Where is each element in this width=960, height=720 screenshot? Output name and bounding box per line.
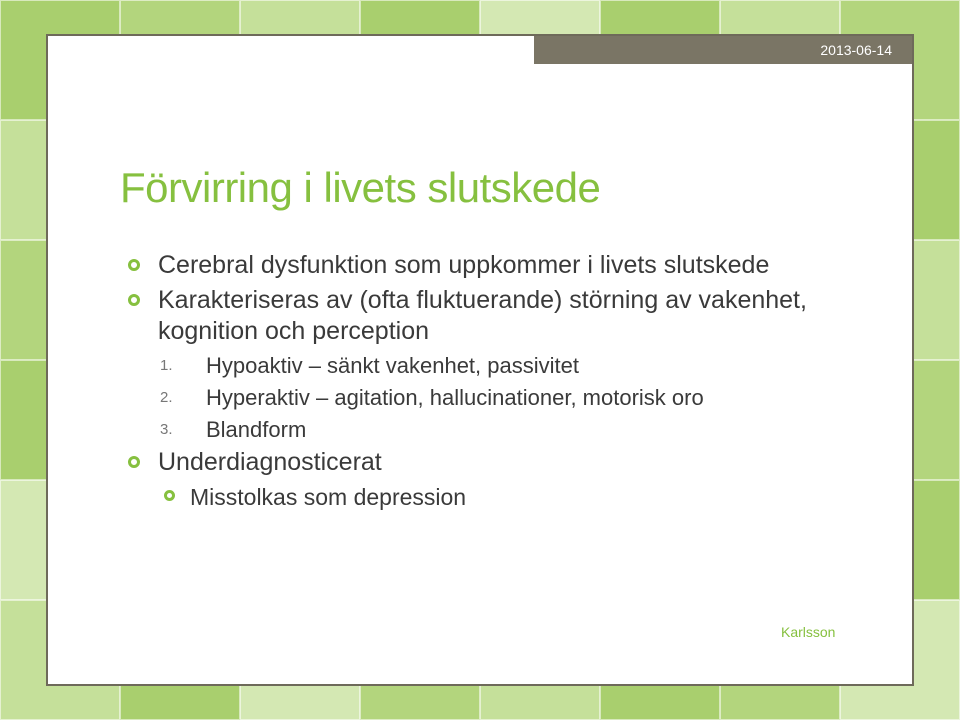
slide-title: Förvirring i livets slutskede <box>120 164 601 211</box>
slide-content <box>104 250 864 512</box>
bullet-item <box>104 285 864 347</box>
bullet-text: Underdiagnosticerat <box>158 448 382 476</box>
numbered-item <box>104 383 864 413</box>
numbered-text: Blandform <box>206 417 307 442</box>
item-number: 2. <box>160 389 173 406</box>
bullet-text: Cerebral dysfunktion som uppkommer i livets slutskede <box>158 251 770 279</box>
bullet-ring-icon <box>128 259 140 271</box>
numbered-text: Hypoaktiv – sänkt vakenhet, passivitet <box>206 353 579 378</box>
item-number: 3. <box>160 421 173 438</box>
numbered-item <box>104 351 864 381</box>
bullet-ring-icon <box>128 456 140 468</box>
sub-bullet-text: Misstolkas som depression <box>190 484 467 510</box>
item-number: 1. <box>160 357 173 374</box>
slide-date: 2013-06-14 <box>820 42 892 58</box>
bullet-ring-icon <box>128 294 140 306</box>
slide-footer: Karlsson <box>781 624 836 640</box>
bullet-ring-icon <box>164 490 175 501</box>
bullet-item <box>104 447 864 478</box>
numbered-item <box>104 415 864 445</box>
bullet-item <box>104 250 864 281</box>
header-bar <box>534 36 912 64</box>
numbered-text: Hyperaktiv – agitation, hallucinationer, motorisk oro <box>206 385 704 410</box>
slide <box>48 36 912 684</box>
sub-bullet-item <box>104 482 864 512</box>
bullet-text: Karakteriseras av (ofta fluktuerande) störning av vakenhet, kognition och perception <box>158 286 807 345</box>
